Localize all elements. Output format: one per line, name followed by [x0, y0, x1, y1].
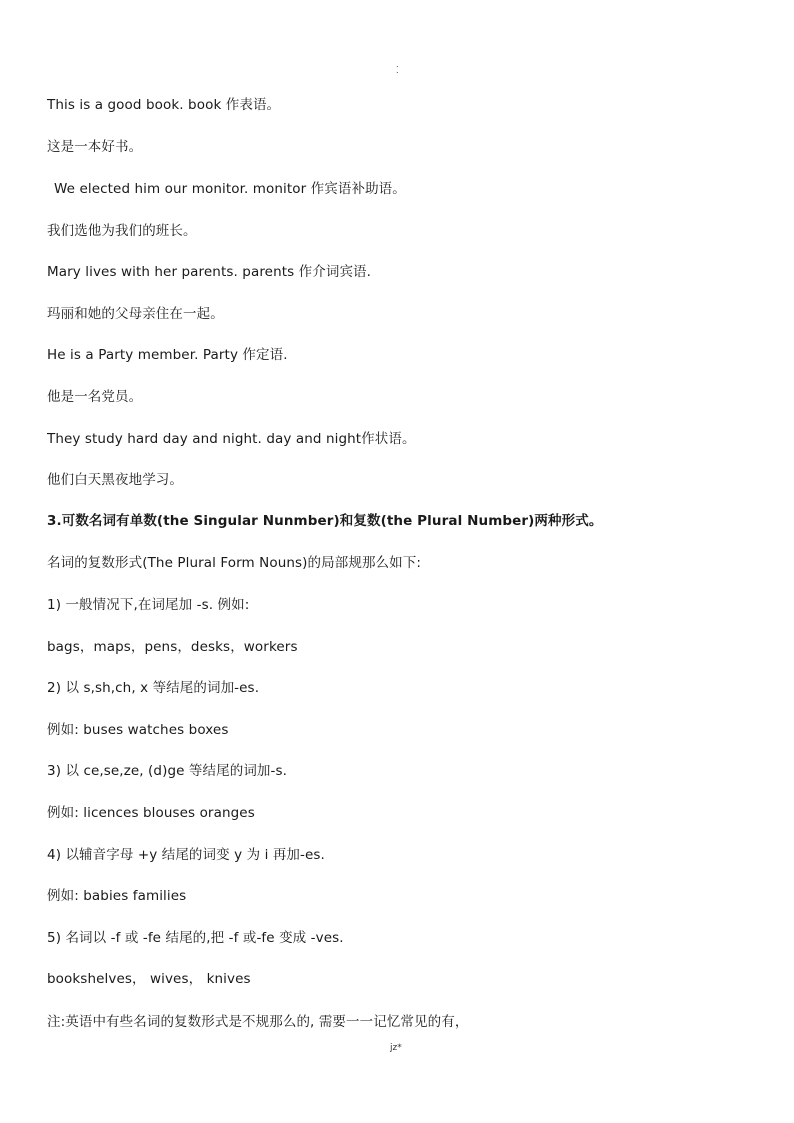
rule-item: 2) 以 s,sh,ch, x 等结尾的词加-es.	[47, 680, 260, 696]
example-line: 例如: licences blouses oranges	[47, 805, 255, 821]
text-line: They study hard day and night. day and night作状语。	[47, 431, 416, 447]
section-heading: 3.可数名词有单数(the Singular Nunmber)和复数(the Plural Number)两种形式。	[47, 513, 603, 529]
example-line: 例如: babies families	[47, 888, 187, 904]
rule-item: 5) 名词以 -f 或 -fe 结尾的,把 -f 或-fe 变成 -ves.	[47, 930, 344, 946]
text-line: 玛丽和她的父母亲住在一起。	[47, 306, 224, 322]
example-line: 例如: buses watches boxes	[47, 722, 229, 738]
text-line: We elected him our monitor. monitor 作宾语补助语。	[54, 181, 406, 197]
note-line: 注:英语中有些名词的复数形式是不规那么的, 需要一一记忆常见的有，	[47, 1014, 469, 1030]
text-line: 这是一本好书。	[47, 139, 143, 155]
text-line: 他们白天黑夜地学习。	[47, 472, 183, 488]
rule-item: 1) 一般情况下,在词尾加 -s. 例如:	[47, 597, 250, 613]
text-line: Mary lives with her parents. parents 作介词宾语.	[47, 264, 372, 280]
text-line: 我们选他为我们的班长。	[47, 223, 197, 239]
text-line: 名词的复数形式(The Plural Form Nouns)的局部规那么如下:	[47, 555, 421, 571]
text-line: He is a Party member. Party 作定语.	[47, 347, 288, 363]
rule-item: 3) 以 ce,se,ze, (d)ge 等结尾的词加-s.	[47, 763, 288, 779]
page-footer: jz*	[390, 1043, 402, 1053]
example-line: bookshelves， wives， knives	[47, 971, 251, 987]
header-mark: . .	[396, 60, 399, 75]
text-line: 他是一名党员。	[47, 389, 143, 405]
rule-item: 4) 以辅音字母 +y 结尾的词变 y 为 i 再加-es.	[47, 847, 325, 863]
example-line: bags，maps，pens，desks，workers	[47, 639, 298, 655]
text-line: This is a good book. book 作表语。	[47, 97, 281, 113]
